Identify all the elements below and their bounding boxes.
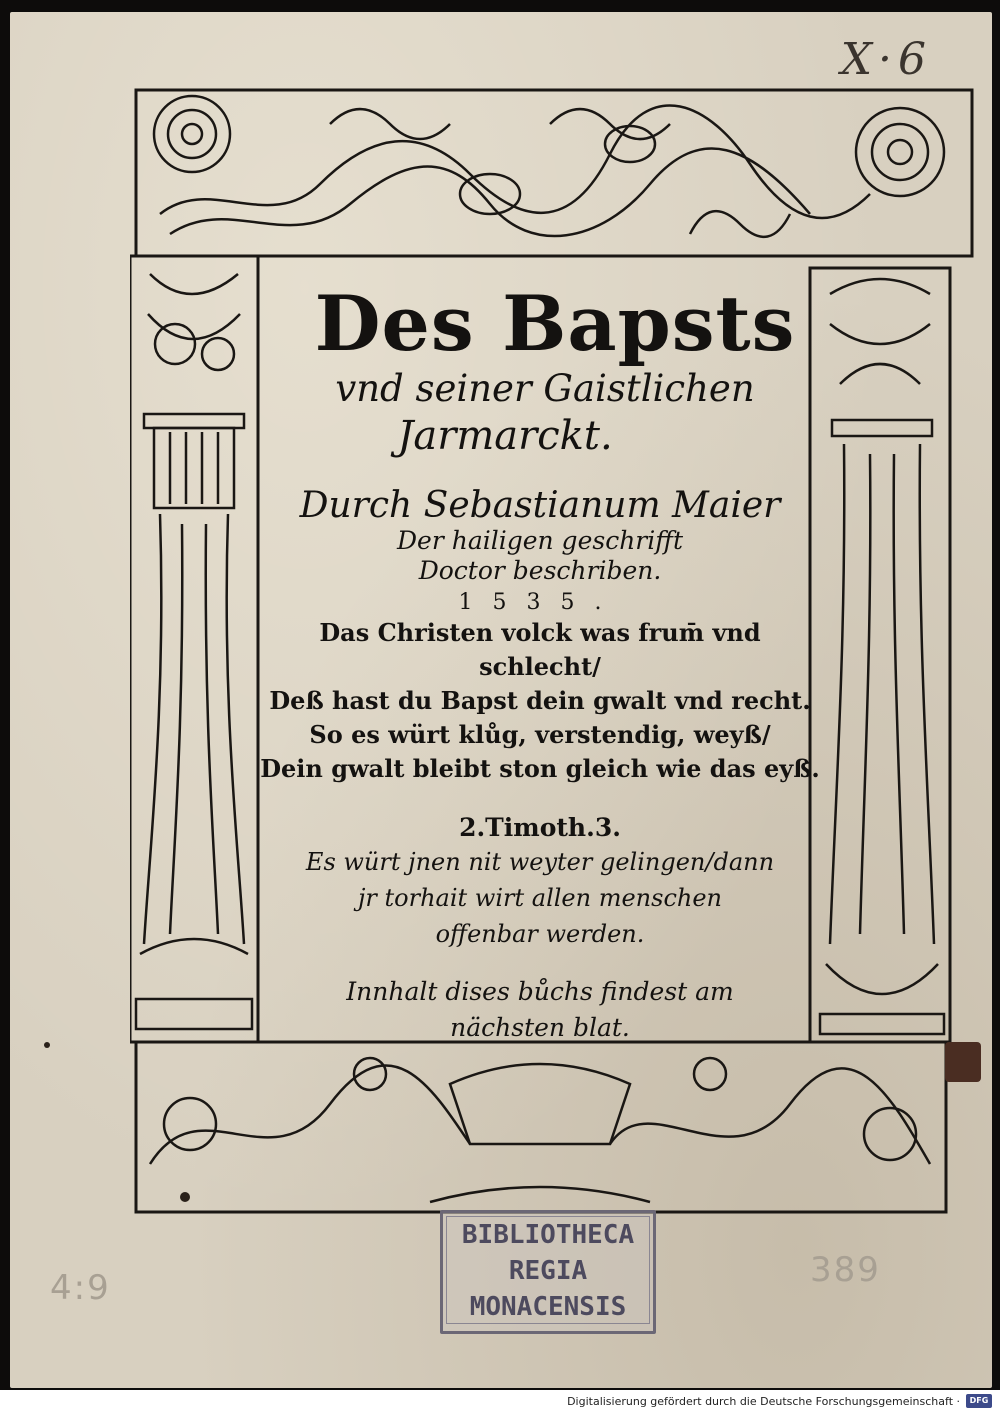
shelf-mark: X·6: [840, 34, 932, 85]
verse-line: Deß hast du Bapst dein gwalt vnd recht.: [269, 686, 811, 715]
verse-line: Das Christen volck was frum̄ vnd schlecht/: [319, 618, 761, 681]
title-line-2: vnd seiner Gaistlichen: [335, 367, 755, 410]
pencil-mark-left: 4:9: [50, 1268, 111, 1308]
stamp-line: BIBLIOTHECA: [461, 1220, 635, 1250]
title-line-3: Jarmarckt.: [397, 413, 613, 459]
verse-line: Dein gwalt bleibt ston gleich wie das eyß.: [260, 754, 820, 783]
stamp-line: REGIA: [508, 1256, 588, 1286]
title-block: [260, 279, 820, 1046]
footer-credit: Digitalisierung gefördert durch die Deutsche Forschungsgemeinschaft ·: [567, 1395, 960, 1408]
author-line-3: Doctor beschriben.: [418, 556, 662, 585]
dfg-logo[interactable]: DFG: [966, 1394, 992, 1408]
quote-line: offenbar werden.: [435, 920, 645, 948]
book-page: [10, 12, 992, 1388]
library-stamp: [440, 1210, 656, 1334]
bible-citation: 2.Timoth.3.: [459, 813, 621, 842]
paper-damage: [945, 1042, 981, 1082]
contents-note-line: Innhalt dises bůchs findest am: [346, 977, 734, 1006]
ink-spot: [44, 1042, 50, 1048]
author-line-2: Der hailigen geschrifft: [396, 526, 683, 555]
author-line-1: Durch Sebastianum Maier: [299, 485, 781, 526]
quote-line: Es würt jnen nit weyter gelingen/dann: [305, 848, 775, 876]
quote-line: jr torhait wirt allen menschen: [357, 884, 723, 912]
footer-bar: [0, 1390, 1000, 1412]
title-line-1: Des Bapsts: [314, 279, 796, 368]
ink-spot: [180, 1192, 190, 1202]
verse-line: So es würt klůg, verstendig, weyß/: [309, 720, 771, 749]
stamp-line: MONACENSIS: [469, 1292, 627, 1322]
publication-year: 1535.: [458, 590, 622, 615]
verse: [260, 616, 820, 786]
quote: [260, 844, 820, 952]
contents-note: [260, 974, 820, 1046]
pencil-mark-right: 389: [810, 1250, 881, 1290]
contents-note-line: nächsten blat.: [450, 1013, 630, 1042]
